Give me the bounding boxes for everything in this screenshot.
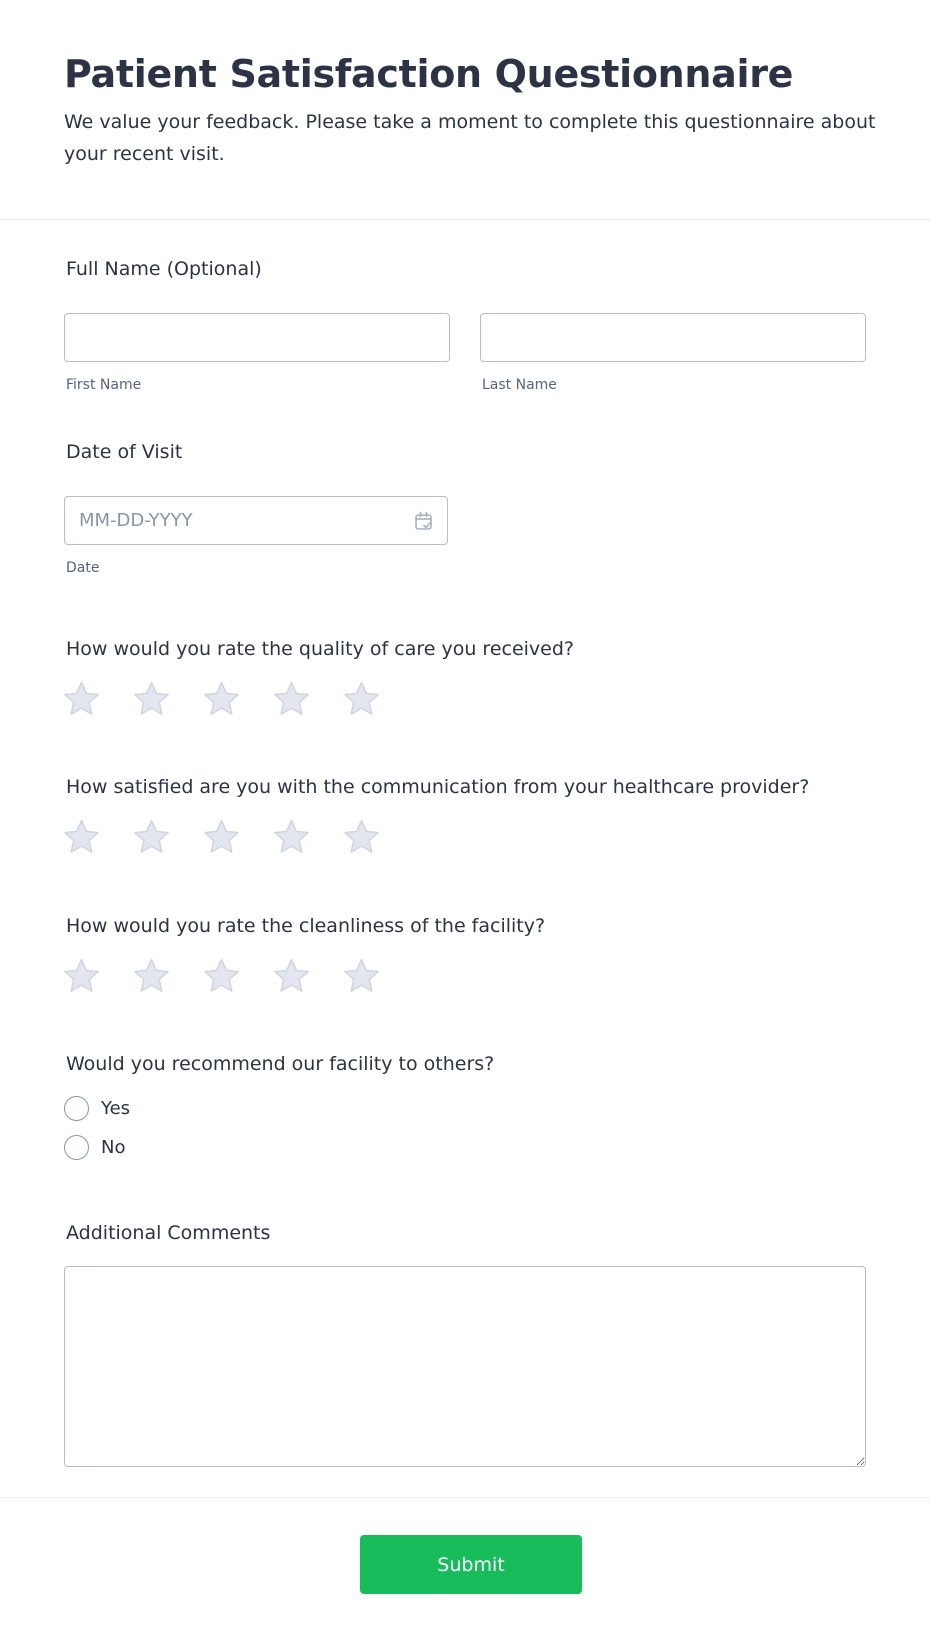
star-icon[interactable]: [202, 957, 241, 995]
star-icon[interactable]: [132, 957, 171, 995]
recommend-option-yes[interactable]: [64, 1094, 130, 1122]
last-name-input[interactable]: [480, 313, 866, 362]
star-rating-communication: [62, 818, 381, 856]
calendar-icon[interactable]: [413, 510, 435, 532]
comments-label: Additional Comments: [66, 1222, 271, 1244]
form-title: Patient Satisfaction Questionnaire: [64, 52, 794, 96]
comments-textarea[interactable]: [64, 1266, 866, 1467]
star-icon[interactable]: [62, 680, 101, 718]
rating-question-communication: How satisfied are you with the communication from your healthcare provider?: [66, 776, 810, 798]
star-icon[interactable]: [132, 818, 171, 856]
last-name-sublabel: Last Name: [482, 377, 557, 393]
star-rating-care: [62, 680, 381, 718]
star-icon[interactable]: [62, 957, 101, 995]
date-input[interactable]: [64, 496, 448, 545]
star-icon[interactable]: [272, 818, 311, 856]
date-of-visit-label: Date of Visit: [66, 441, 183, 463]
recommend-question: Would you recommend our facility to others?: [66, 1053, 495, 1075]
star-icon[interactable]: [202, 818, 241, 856]
radio-no-label: No: [101, 1136, 126, 1158]
star-icon[interactable]: [132, 680, 171, 718]
date-sublabel: Date: [66, 560, 100, 576]
radio-yes[interactable]: [64, 1096, 89, 1121]
star-rating-cleanliness: [62, 957, 381, 995]
star-icon[interactable]: [202, 680, 241, 718]
form-description: We value your feedback. Please take a moment to complete this questionnaire about your recent visit.: [64, 111, 876, 165]
rating-question-cleanliness: How would you rate the cleanliness of the facility?: [66, 915, 546, 937]
full-name-label: Full Name (Optional): [66, 258, 262, 280]
submit-button[interactable]: Submit: [360, 1535, 582, 1594]
star-icon[interactable]: [62, 818, 101, 856]
star-icon[interactable]: [272, 680, 311, 718]
recommend-option-no[interactable]: [64, 1133, 125, 1161]
footer-divider: [0, 1497, 930, 1498]
radio-no[interactable]: [64, 1135, 89, 1160]
rating-question-care: How would you rate the quality of care you received?: [66, 638, 575, 660]
star-icon[interactable]: [342, 818, 381, 856]
star-icon[interactable]: [272, 957, 311, 995]
star-icon[interactable]: [342, 957, 381, 995]
first-name-input[interactable]: [64, 313, 450, 362]
star-icon[interactable]: [342, 680, 381, 718]
first-name-sublabel: First Name: [66, 377, 142, 393]
form-header: [0, 0, 930, 220]
radio-yes-label: Yes: [101, 1097, 131, 1119]
